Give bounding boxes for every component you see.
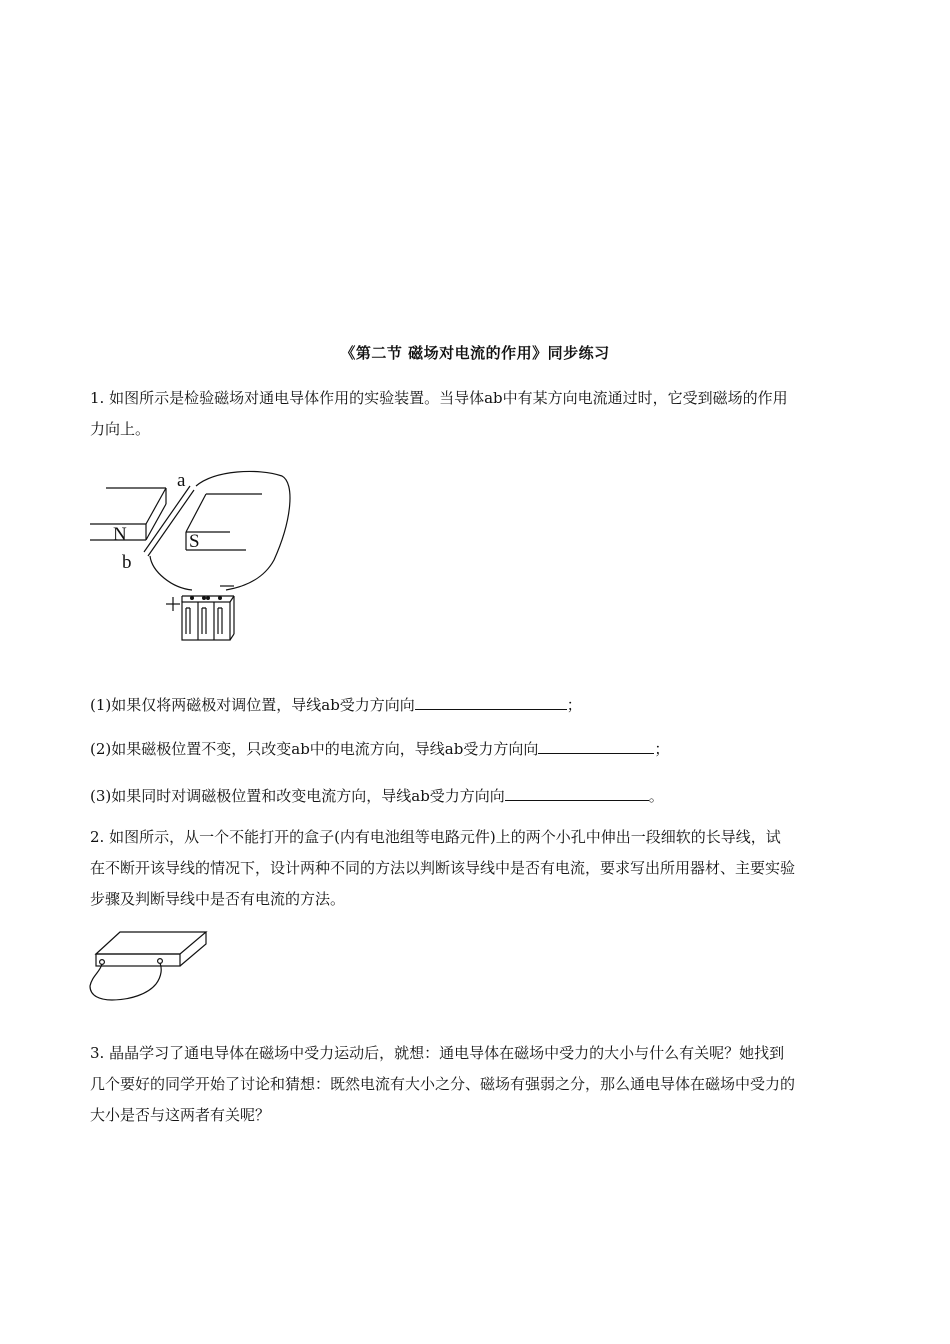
question-1-text [90,383,862,445]
sub-3-suffix: 。 [648,787,664,805]
label-s: S [189,531,200,552]
label-a: a [177,470,186,491]
question-2-line-2: 在不断开该导线的情况下，设计两种不同的方法以判断该导线中是否有电流，要求写出所用器材、主要实验 [90,859,796,877]
question-1-sub-2 [90,738,669,759]
answer-blank-3[interactable] [505,786,649,801]
sub-1-prompt: (1)如果仅将两磁极对调位置，导线ab受力方向向 [90,696,415,714]
sub-2-suffix: ； [654,740,670,758]
question-2-line-3: 步骤及判断导线中是否有电流的方法。 [90,890,346,908]
question-1-sub-1 [90,694,582,715]
page-title: 《第二节 磁场对电流的作用》同步练习 [340,344,610,362]
sub-1-suffix: ； [566,696,582,714]
answer-blank-1[interactable] [415,695,567,710]
figure-magnet-apparatus [88,468,308,648]
answer-blank-2[interactable] [538,739,654,754]
question-2-text [90,822,862,915]
question-3-text [90,1038,862,1131]
question-1-sub-3 [90,785,664,806]
question-2-line-1: 2. 如图所示，从一个不能打开的盒子(内有电池组等电路元件)上的两个小孔中伸出一段细软的长导线，试 [90,828,781,846]
question-3-line-2: 几个要好的同学开始了讨论和猜想：既然电流有大小之分、磁场有强弱之分，那么通电导体在磁场中受力的 [90,1075,796,1093]
question-1-line-2: 力向上。 [90,420,151,438]
label-b: b [122,552,132,573]
label-n: N [113,524,127,545]
question-1-line-1: 1. 如图所示是检验磁场对通电导体作用的实验装置。当导体ab中有某方向电流通过时，它受到磁场的作用 [90,389,788,407]
question-3-line-1: 3. 晶晶学习了通电导体在磁场中受力运动后，就想：通电导体在磁场中受力的大小与什么有关呢？她找到 [90,1044,785,1062]
sub-3-prompt: (3)如果同时对调磁极位置和改变电流方向，导线ab受力方向向 [90,787,505,805]
question-3-line-3: 大小是否与这两者有关呢？ [90,1106,271,1124]
figure-box-with-wire [88,926,218,1006]
sub-2-prompt: (2)如果磁极位置不变，只改变ab中的电流方向，导线ab受力方向向 [90,740,539,758]
